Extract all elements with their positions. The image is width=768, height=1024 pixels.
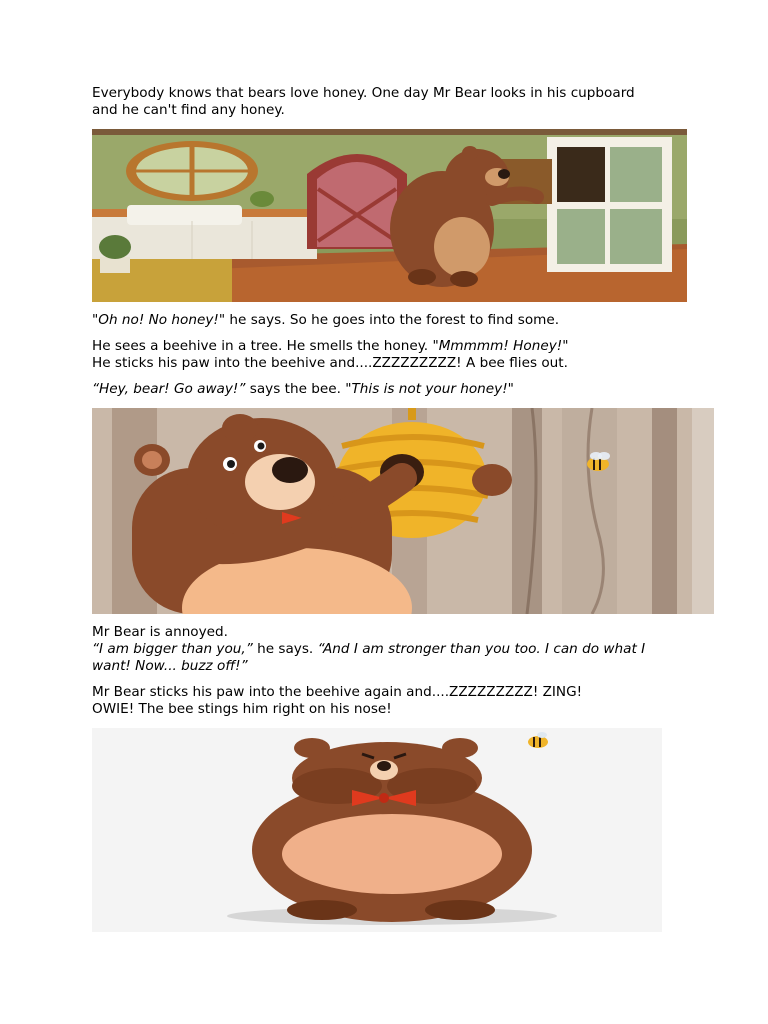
paragraph-3-quote: Mmmmm! Honey!	[438, 338, 563, 354]
paragraph-3-line-1-end: "	[562, 338, 569, 354]
paragraph-2-quote: Oh no! No honey!	[98, 312, 219, 328]
paragraph-4-end: "	[507, 381, 514, 397]
paragraph-1-line-1: Everybody knows that bears love honey. One day Mr Bear looks in his cupboard	[92, 85, 635, 101]
paragraph-2-rest: he says. So he goes into the forest to find some.	[225, 312, 560, 328]
paragraph-5-quote-1: “I am bigger than you,”	[92, 641, 253, 657]
paragraph-4-quote-1: “Hey, bear! Go away!”	[92, 381, 246, 397]
paragraph-5	[92, 624, 645, 675]
paragraph-2-close-quote: "	[218, 312, 226, 328]
paragraph-4-mid: says the bee. "	[245, 381, 352, 397]
bear-in-kitchen-illustration	[92, 129, 687, 302]
paragraph-3	[92, 338, 568, 372]
bear-stung-illustration	[92, 728, 662, 932]
paragraph-6	[92, 684, 582, 718]
paragraph-4	[92, 381, 514, 398]
paragraph-5-line-1: Mr Bear is annoyed.	[92, 624, 228, 640]
paragraph-5-line-3: want! Now... buzz off!”	[92, 658, 248, 674]
paragraph-2-open-quote: "	[92, 312, 99, 328]
paragraph-6-line-2: OWIE! The bee stings him right on his nose!	[92, 701, 392, 717]
paragraph-5-mid: he says.	[252, 641, 318, 657]
paragraph-2	[92, 312, 559, 329]
paragraph-1-line-2: and he can't find any honey.	[92, 102, 285, 118]
paragraph-6-line-1: Mr Bear sticks his paw into the beehive again and....ZZZZZZZZZ! ZING!	[92, 684, 583, 700]
paragraph-3-line-1-start: He sees a beehive in a tree. He smells the honey. "	[92, 338, 439, 354]
bear-and-beehive-illustration	[92, 408, 714, 614]
paragraph-3-line-2: He sticks his paw into the beehive and....ZZZZZZZZZ! A bee flies out.	[92, 355, 568, 371]
paragraph-4-quote-2: This is not your honey!	[351, 381, 508, 397]
paragraph-5-quote-2: “And I am stronger than you too. I can do what I	[317, 641, 646, 657]
paragraph-1	[92, 85, 635, 119]
